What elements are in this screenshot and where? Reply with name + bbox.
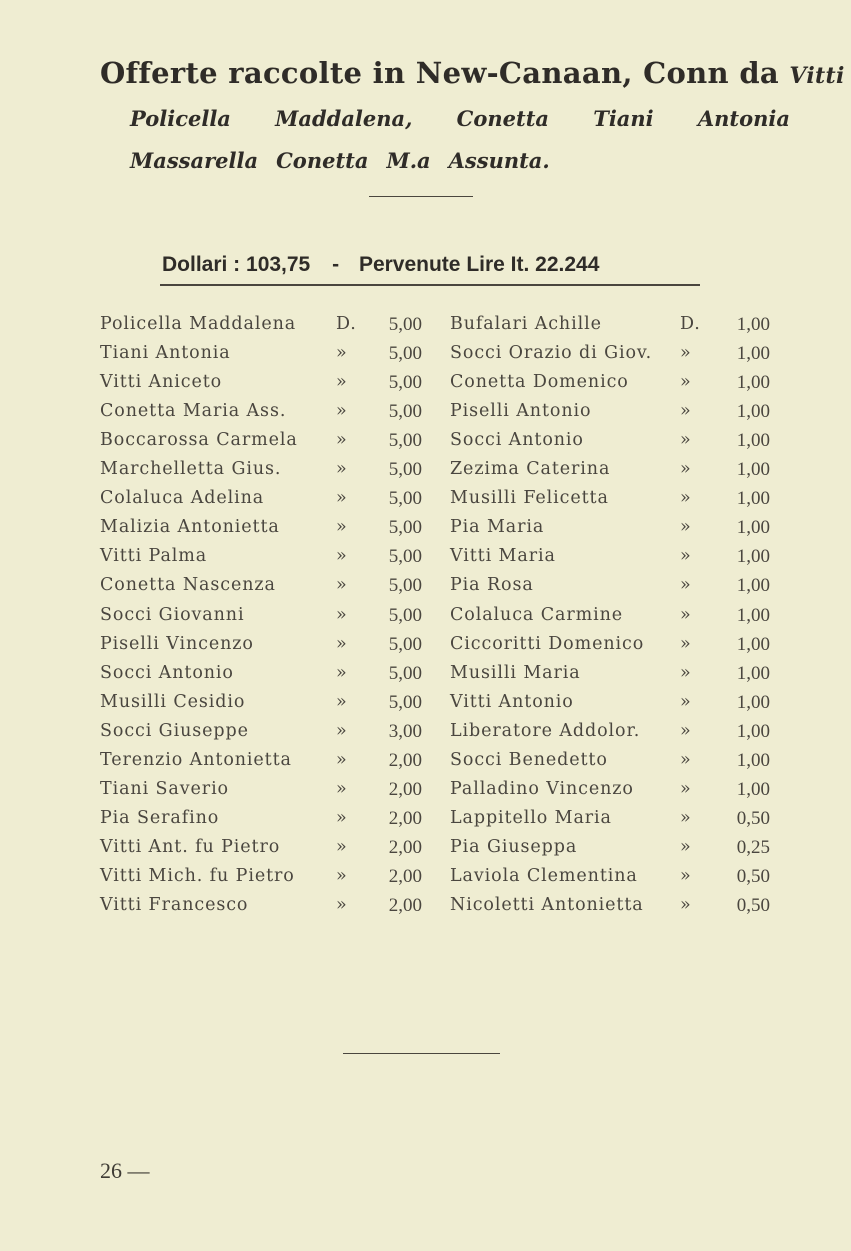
donor-name: Piselli Vincenzo — [100, 633, 254, 654]
donation-amount: 1,00 — [736, 343, 770, 365]
donor-name: Boccarossa Carmela — [100, 430, 298, 451]
donor-name: Tiani Antonia — [100, 343, 231, 364]
donation-amount: 1,00 — [736, 314, 770, 335]
table-row — [100, 663, 780, 692]
donation-amount: 5,00 — [388, 401, 422, 423]
dollars-total: Dollari : 103,75 — [162, 253, 311, 276]
donation-amount: 5,00 — [388, 343, 422, 365]
title-word: Tiani — [593, 106, 654, 131]
donation-amount: 5,00 — [388, 546, 422, 568]
donation-amount: 1,00 — [736, 488, 770, 510]
table-row — [100, 430, 780, 459]
donor-name: Vitti Francesco — [100, 895, 249, 915]
donor-name: Conetta Nascenza — [100, 575, 276, 596]
table-row — [100, 808, 780, 837]
title-main: Offerte raccolte in New-Canaan, Conn da — [100, 56, 779, 90]
donation-amount: 5,00 — [388, 459, 422, 481]
ditto-mark: » — [680, 546, 692, 567]
donation-amount: 1,00 — [736, 459, 770, 481]
donation-amount: 0,50 — [736, 807, 770, 829]
donation-amount: 5,00 — [388, 488, 422, 510]
table-row — [100, 575, 780, 604]
table-row — [100, 721, 780, 750]
summary-dash: - — [332, 253, 340, 276]
donation-amount: 5,00 — [388, 662, 422, 684]
donation-amount: 1,00 — [736, 662, 770, 684]
donation-amount: 5,00 — [388, 314, 422, 335]
ditto-mark: » — [336, 895, 348, 915]
summary-underline — [160, 284, 700, 286]
ditto-mark: » — [680, 401, 692, 422]
ditto-mark: » — [336, 836, 348, 857]
table-row — [100, 750, 780, 779]
table-row — [100, 314, 780, 343]
ditto-mark: » — [680, 575, 692, 596]
donation-amount: 2,00 — [388, 836, 422, 858]
ditto-mark: » — [336, 546, 348, 567]
donation-amount: 1,00 — [736, 517, 770, 539]
table-row — [100, 634, 780, 663]
donor-name: Musilli Felicetta — [450, 488, 609, 509]
title-word: Massarella — [130, 148, 259, 173]
donation-amount: 0,50 — [736, 895, 770, 916]
donation-amount: 1,00 — [736, 604, 770, 626]
ditto-mark: » — [336, 807, 348, 828]
donation-amount: 2,00 — [388, 807, 422, 829]
ditto-mark: » — [680, 372, 692, 393]
donation-amount: 5,00 — [388, 691, 422, 713]
table-row — [100, 488, 780, 517]
ditto-mark: » — [680, 633, 692, 654]
page-number: 26 — — [100, 1158, 150, 1183]
ditto-mark: » — [680, 488, 692, 509]
donation-amount: 5,00 — [388, 517, 422, 539]
donor-name: Lappitello Maria — [450, 807, 612, 828]
title-word: Antonia — [697, 106, 790, 131]
donation-amount: 1,00 — [736, 546, 770, 568]
donor-name: Laviola Clementina — [450, 865, 638, 886]
ditto-mark: » — [680, 343, 692, 364]
table-row — [100, 459, 780, 488]
ditto-mark: D. — [680, 314, 701, 334]
ditto-mark: » — [336, 749, 348, 770]
donor-name: Pia Maria — [450, 517, 545, 538]
donation-amount: 2,00 — [388, 749, 422, 771]
ditto-mark: » — [680, 720, 692, 741]
donor-name: Tiani Saverio — [100, 778, 229, 799]
donation-amount: 1,00 — [736, 575, 770, 597]
donor-name: Colaluca Carmine — [450, 604, 624, 625]
title-word: Assunta. — [448, 148, 550, 173]
ditto-mark: » — [680, 836, 692, 857]
table-row — [100, 866, 780, 895]
donor-name: Ciccoritti Domenico — [450, 633, 645, 654]
donor-name: Conetta Maria Ass. — [100, 401, 287, 422]
donor-name: Bufalari Achille — [450, 314, 602, 334]
ditto-mark: » — [680, 604, 692, 625]
title-name: Vitti — [789, 63, 845, 89]
ditto-mark: » — [680, 749, 692, 770]
title-word: Maddalena, — [275, 106, 413, 131]
donor-name: Socci Giovanni — [100, 604, 245, 625]
donation-amount: 3,00 — [388, 720, 422, 742]
ditto-mark: » — [680, 807, 692, 828]
donor-name: Socci Antonio — [100, 662, 234, 683]
donation-amount: 2,00 — [388, 778, 422, 800]
donor-name: Pia Giuseppa — [450, 836, 578, 857]
ditto-mark: » — [336, 372, 348, 393]
donation-amount: 5,00 — [388, 372, 422, 394]
donation-amount: 1,00 — [736, 372, 770, 394]
title-word: Policella — [130, 106, 231, 131]
table-row — [100, 546, 780, 575]
donation-amount: 1,00 — [736, 720, 770, 742]
ditto-mark: » — [680, 865, 692, 886]
donation-amount: 2,00 — [388, 865, 422, 887]
title-word: Conetta — [456, 106, 549, 131]
donation-amount: 1,00 — [736, 749, 770, 771]
donor-name: Musilli Maria — [450, 662, 581, 683]
donation-amount: 2,00 — [388, 895, 422, 916]
donor-name: Terenzio Antonietta — [100, 749, 292, 770]
donation-amount: 1,00 — [736, 633, 770, 655]
ditto-mark: » — [680, 517, 692, 538]
ditto-mark: » — [336, 430, 348, 451]
divider-bottom — [343, 1053, 500, 1054]
ditto-mark: » — [336, 517, 348, 538]
ditto-mark: » — [336, 865, 348, 886]
donor-name: Vitti Aniceto — [100, 372, 223, 393]
donor-name: Vitti Ant. fu Pietro — [100, 836, 281, 857]
ditto-mark: » — [336, 401, 348, 422]
donor-name: Pia Serafino — [100, 807, 220, 828]
donation-amount: 5,00 — [388, 575, 422, 597]
title-word: Conetta — [276, 148, 369, 173]
donor-name: Vitti Mich. fu Pietro — [100, 865, 295, 886]
ditto-mark: » — [680, 662, 692, 683]
donor-name: Palladino Vincenzo — [450, 778, 634, 799]
table-row — [100, 517, 780, 546]
donation-amount: 5,00 — [388, 604, 422, 626]
table-row — [100, 895, 780, 924]
ditto-mark: » — [336, 343, 348, 364]
ditto-mark: » — [336, 459, 348, 480]
ditto-mark: » — [336, 575, 348, 596]
ditto-mark: » — [336, 633, 348, 654]
ditto-mark: » — [680, 778, 692, 799]
donation-amount: 0,50 — [736, 865, 770, 887]
ditto-mark: D. — [336, 314, 357, 334]
donation-amount: 5,00 — [388, 633, 422, 655]
ditto-mark: » — [680, 895, 692, 915]
ditto-mark: » — [336, 778, 348, 799]
donor-name: Vitti Palma — [100, 546, 208, 567]
table-row — [100, 343, 780, 372]
table-row — [100, 837, 780, 866]
title-line-2 — [130, 106, 790, 131]
page-title — [100, 56, 845, 90]
table-row — [100, 372, 780, 401]
donor-name: Nicoletti Antonietta — [450, 895, 644, 915]
donation-amount: 0,25 — [736, 836, 770, 858]
ditto-mark: » — [680, 691, 692, 712]
donation-amount: 1,00 — [736, 430, 770, 452]
ditto-mark: » — [336, 604, 348, 625]
donor-name: Socci Orazio di Giov. — [450, 343, 653, 364]
donation-amount: 1,00 — [736, 778, 770, 800]
ditto-mark: » — [680, 459, 692, 480]
donor-name: Liberatore Addolor. — [450, 720, 641, 741]
divider-top — [369, 196, 473, 197]
table-row — [100, 401, 780, 430]
donation-amount: 5,00 — [388, 430, 422, 452]
donor-name: Conetta Domenico — [450, 372, 629, 393]
donor-name: Vitti Antonio — [450, 691, 574, 712]
ditto-mark: » — [336, 691, 348, 712]
summary-line — [162, 253, 707, 277]
title-line-3 — [130, 148, 590, 173]
table-row — [100, 779, 780, 808]
donor-name: Zezima Caterina — [450, 459, 611, 480]
donor-name: Socci Antonio — [450, 430, 584, 451]
title-word: M.a — [386, 148, 431, 173]
donor-name: Malizia Antonietta — [100, 517, 280, 538]
donor-name: Piselli Antonio — [450, 401, 592, 422]
donor-name: Policella Maddalena — [100, 314, 297, 334]
ditto-mark: » — [680, 430, 692, 451]
donor-name: Socci Giuseppe — [100, 720, 249, 741]
donor-name: Pia Rosa — [450, 575, 534, 596]
lire-total: Pervenute Lire It. 22.244 — [358, 253, 600, 276]
donor-name: Socci Benedetto — [450, 749, 608, 770]
donor-name: Vitti Maria — [450, 546, 556, 567]
table-row — [100, 692, 780, 721]
donor-name: Colaluca Adelina — [100, 488, 265, 509]
donor-name: Marchelletta Gius. — [100, 459, 282, 480]
ditto-mark: » — [336, 662, 348, 683]
ditto-mark: » — [336, 720, 348, 741]
ditto-mark: » — [336, 488, 348, 509]
donation-amount: 1,00 — [736, 401, 770, 423]
table-row — [100, 605, 780, 634]
donation-amount: 1,00 — [736, 691, 770, 713]
donor-name: Musilli Cesidio — [100, 691, 246, 712]
